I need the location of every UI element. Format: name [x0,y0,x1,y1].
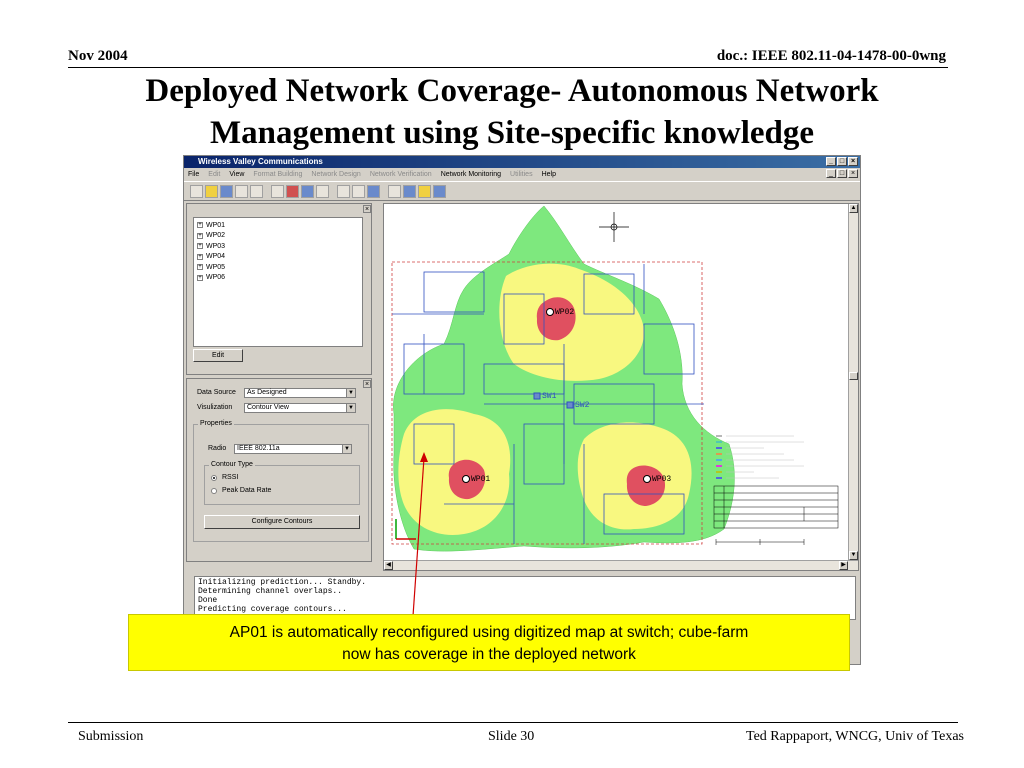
callout-box [128,614,850,671]
child-minimize-button[interactable]: _ [826,169,836,178]
ap-wp03 [644,475,672,484]
building-icon[interactable] [337,185,350,198]
peak-data-rate-radio[interactable] [211,488,217,494]
peak-data-rate-label: Peak Data Rate [222,487,272,494]
scroll-right-icon[interactable]: ▶ [839,561,848,570]
switch-sw1-label: SW1 [542,392,557,401]
footer-rule [68,722,958,723]
expand-icon[interactable]: + [198,274,202,281]
toolbar [184,181,860,201]
menu-network-verification[interactable]: Network Verification [369,171,432,178]
cube-icon[interactable] [352,185,365,198]
edit-button[interactable]: Edit [193,349,243,362]
menu-network-monitoring[interactable]: Network Monitoring [440,171,502,178]
rssi-label: RSSI [222,474,239,481]
slide-title-line2: Management using Site-specific knowledge [209,115,815,151]
minimize-button[interactable]: _ [826,157,836,166]
contour-type-group [204,461,360,505]
maximize-button[interactable]: □ [837,157,847,166]
save-icon[interactable] [220,185,233,198]
scroll-thumb[interactable] [849,372,858,380]
callout-line1: AP01 is automatically reconfigured using digitized map at switch; cube-farm [229,624,749,641]
header-doc-id: doc.: IEEE 802.11-04-1478-00-0wng [716,48,946,64]
scroll-left-icon[interactable]: ◀ [384,561,393,570]
access-point-panel [186,203,372,375]
switch-sw2-label: SW2 [575,401,590,410]
printer-icon[interactable] [403,185,416,198]
menu-bar [184,168,860,181]
open-folder-icon[interactable] [205,185,218,198]
callout-line2: now has coverage in the deployed network [342,646,636,663]
map-view[interactable] [383,203,859,571]
tree-item-wp05[interactable]: + WP05 [198,263,226,271]
map-horizontal-scrollbar[interactable] [384,560,858,570]
menu-format-building[interactable]: Format Building [253,171,303,178]
chevron-down-icon: ▼ [346,389,355,397]
radio-select[interactable]: IEEE 802.11a ▼ [234,444,352,454]
tree-item-wp06[interactable]: + WP06 [198,274,226,282]
header-date: Nov 2004 [68,48,128,64]
close-button[interactable]: × [848,157,858,166]
chevron-down-icon: ▼ [346,404,355,412]
window-controls [826,157,858,166]
warning-icon[interactable] [418,185,431,198]
scroll-down-icon[interactable]: ▼ [850,552,857,558]
slide-title-line1: Deployed Network Coverage- Autonomous Network [145,73,879,109]
radio-label: Radio [208,445,227,452]
ap-wp01 [463,475,491,484]
print-preview-icon[interactable] [250,185,263,198]
print-icon[interactable] [235,185,248,198]
access-point-tree [193,217,363,347]
app-titlebar [184,156,860,168]
ap-wp02-label: WP02 [555,308,575,317]
device-icon[interactable] [388,185,401,198]
contour-type-title: Contour Type [211,461,253,468]
visualization-select[interactable]: Contour View ▼ [244,403,356,413]
ap-wp03-label: WP03 [652,475,672,484]
menu-help[interactable]: Help [541,171,556,178]
properties-group [193,420,369,542]
console-line: Predicting coverage contours... [198,605,347,614]
panel-close-icon[interactable]: × [364,206,370,213]
scroll-up-icon[interactable]: ▲ [850,205,857,211]
child-close-button[interactable]: × [848,169,858,178]
menu-view[interactable]: View [229,171,245,178]
annotation-arrow [400,450,440,620]
ap-wp02 [547,308,575,317]
slide-title [40,70,984,154]
app-window [183,155,861,665]
network-icon[interactable] [433,185,446,198]
footer-author: Ted Rappaport, WNCG, Univ of Texas [746,729,964,744]
footer-submission: Submission [78,729,144,744]
zoom-icon[interactable] [271,185,284,198]
app-title: Wireless Valley Communications [198,157,323,166]
console-line: Determining channel overlaps.. [198,587,343,596]
menu-file[interactable]: File [188,171,200,178]
menu-edit[interactable]: Edit [208,171,221,178]
visualization-label: Visulization [197,404,233,411]
menu-network-design[interactable]: Network Design [311,171,361,178]
expand-icon[interactable]: + [198,243,202,250]
new-file-icon[interactable] [190,185,203,198]
visualization-panel [186,378,372,562]
pan-icon[interactable] [286,185,299,198]
properties-group-title: Properties [200,420,232,427]
map-vertical-scrollbar[interactable] [848,204,858,570]
layer-icon[interactable] [316,185,329,198]
rssi-radio[interactable] [211,475,217,481]
data-source-label: Data Source [197,389,236,396]
configure-contours-button[interactable]: Configure Contours [204,515,360,529]
coverage-map[interactable] [384,204,848,560]
child-restore-button[interactable]: □ [837,169,847,178]
chevron-down-icon: ▼ [342,445,351,453]
expand-icon[interactable]: + [198,232,202,239]
expand-icon[interactable]: + [198,264,202,271]
child-window-controls [826,169,858,178]
menu-utilities[interactable]: Utilities [510,171,533,178]
tree-item-wp04[interactable]: + WP04 [198,253,226,261]
rotate-icon[interactable] [301,185,314,198]
ap-wp01-label: WP01 [471,475,491,484]
tree-item-wp03[interactable]: + WP03 [198,242,226,250]
panel-close-icon[interactable]: × [364,381,370,388]
solid-cube-icon[interactable] [367,185,380,198]
console-line: Initializing prediction... Standby. [198,578,367,587]
footer-slide-number: Slide 30 [488,729,535,744]
tree-item-wp01[interactable]: + WP01 [198,221,226,229]
tree-item-wp02[interactable]: + WP02 [198,232,226,240]
expand-icon[interactable]: + [198,222,202,229]
crosshair-icon [599,212,629,242]
expand-icon[interactable]: + [198,253,202,260]
header-rule [68,67,948,68]
console-line: Done [198,596,218,605]
data-source-select[interactable]: As Designed ▼ [244,388,356,398]
